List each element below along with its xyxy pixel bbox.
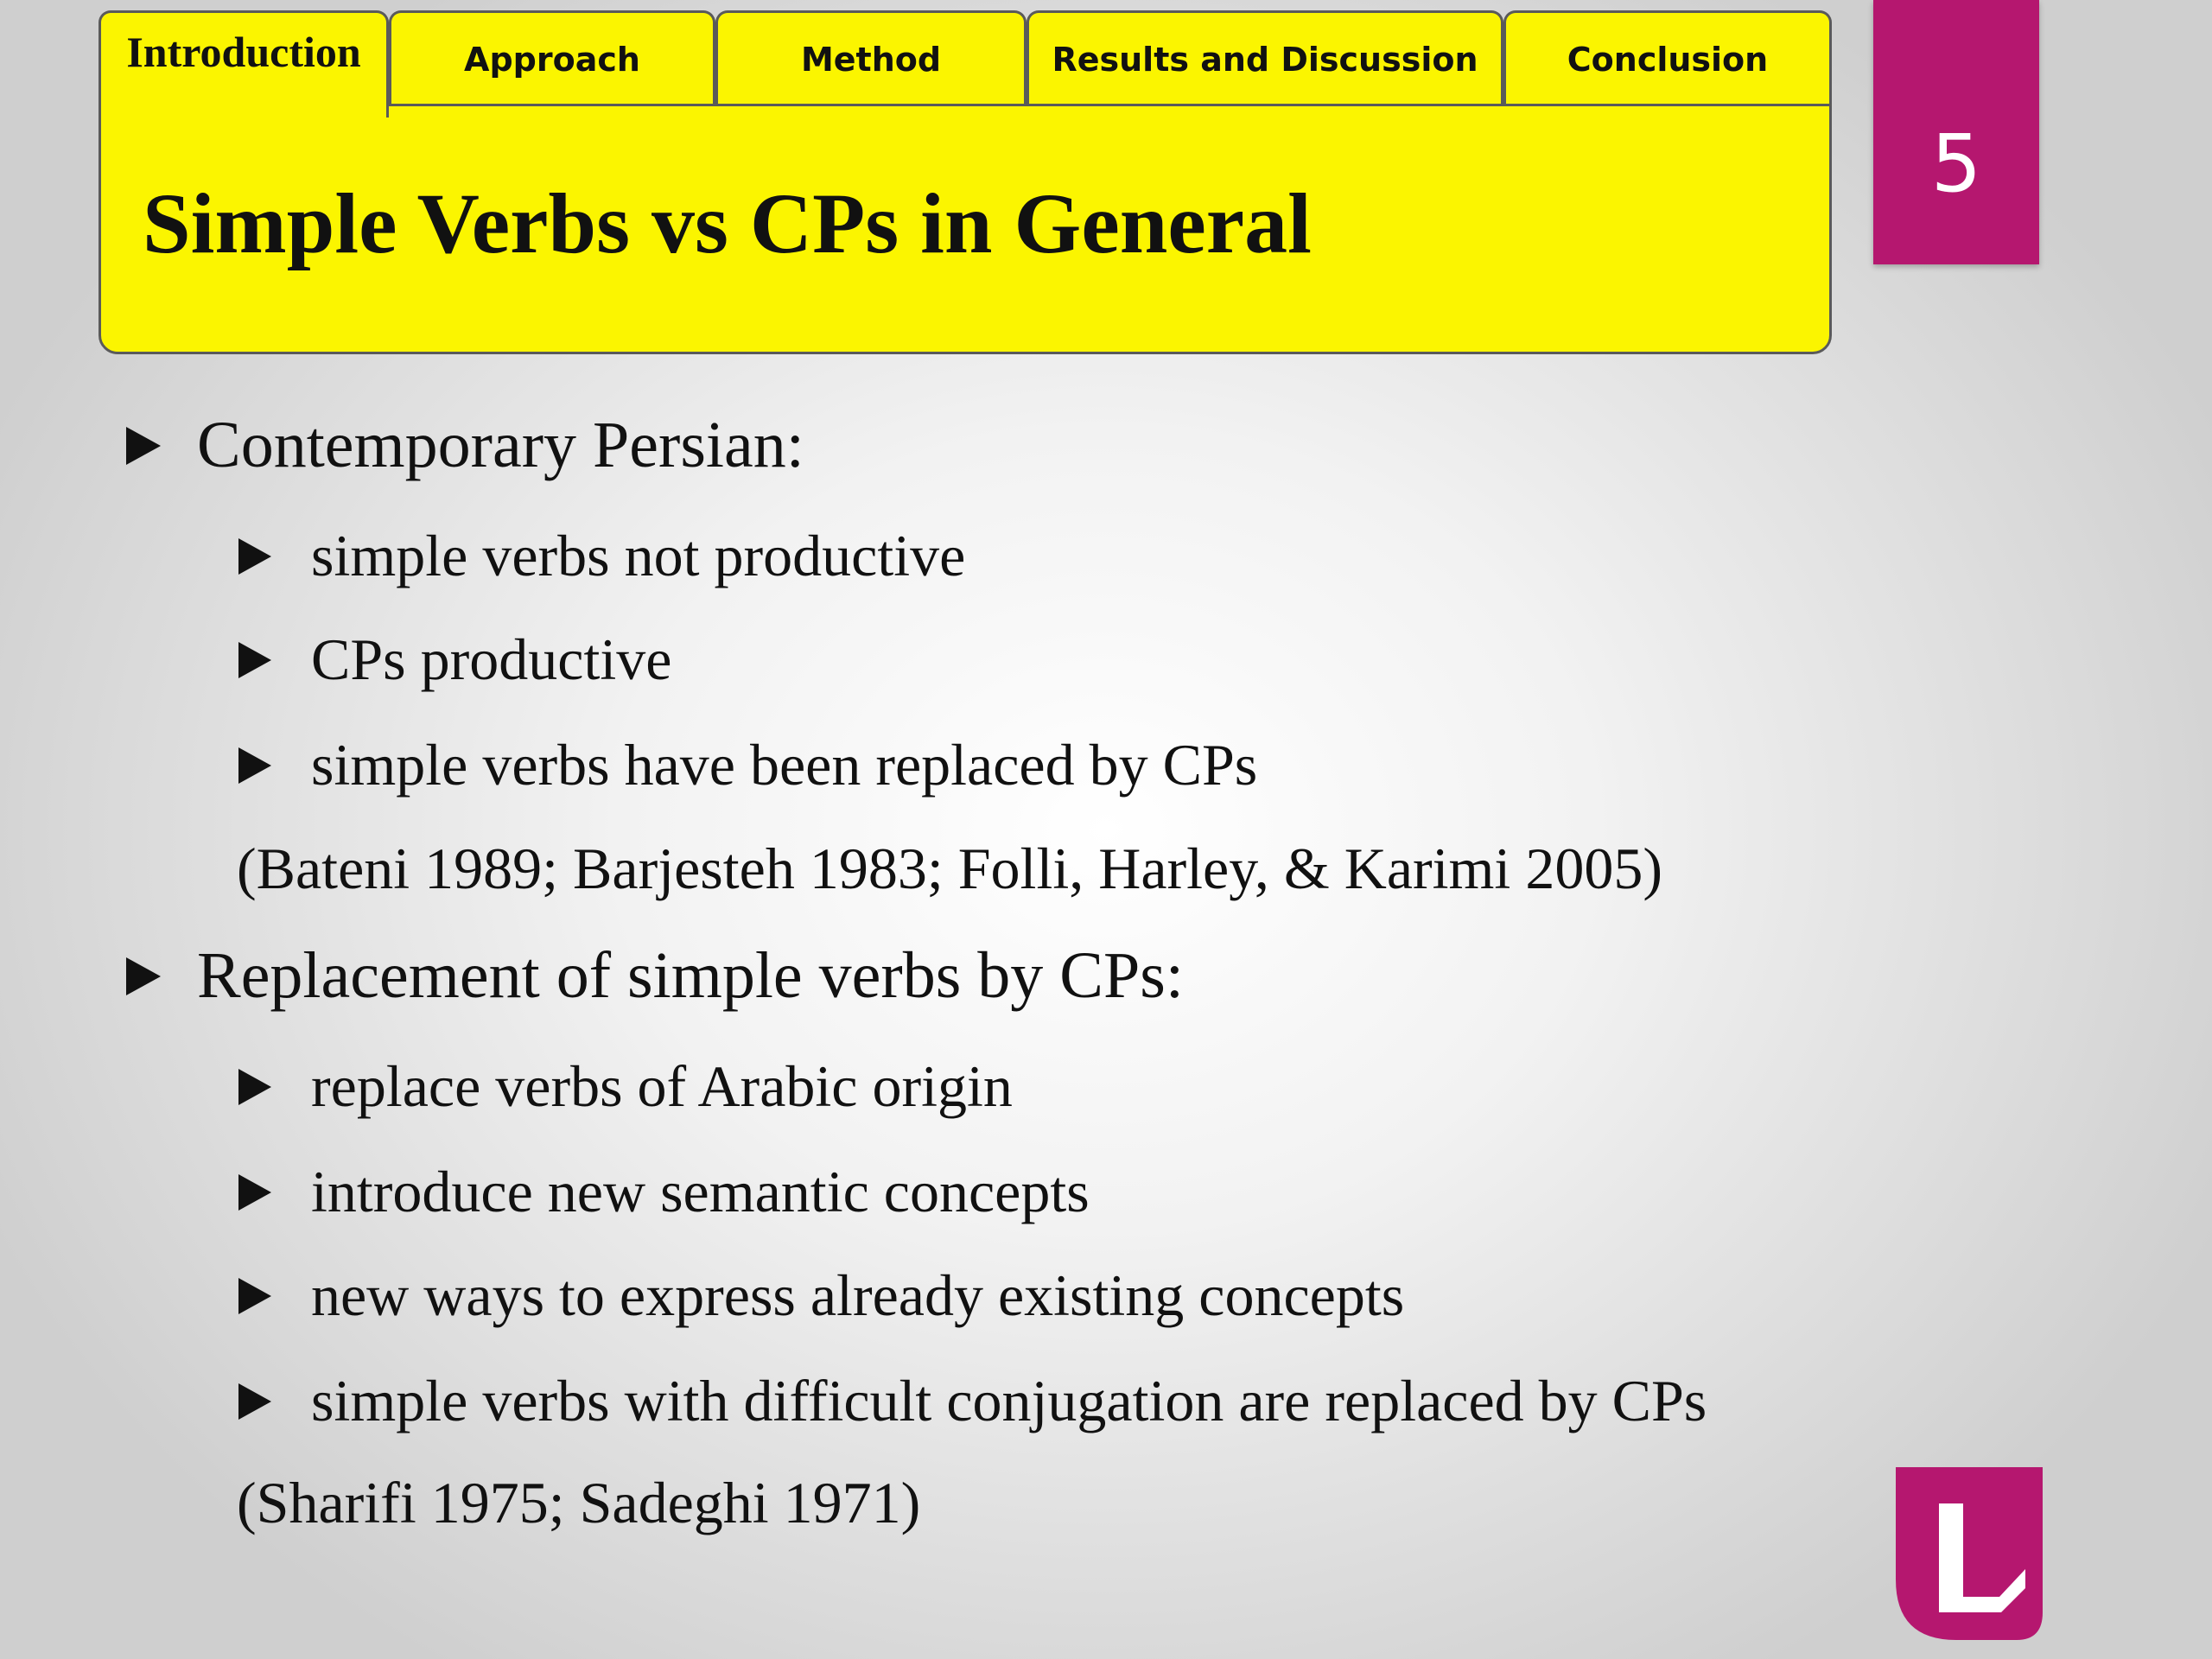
bullet-text: introduce new semantic concepts xyxy=(311,1159,1090,1224)
bullet-text: CPs productive xyxy=(311,626,672,692)
bullet-text: Replacement of simple verbs by CPs: xyxy=(197,939,1184,1012)
triangle-right-icon xyxy=(238,1069,271,1105)
bullet-level2 xyxy=(238,1158,1090,1226)
citation: (Sharifi 1975; Sadeghi 1971) xyxy=(237,1470,921,1535)
bullet-level2 xyxy=(238,1052,1013,1121)
tab-introduction[interactable]: Introduction xyxy=(99,10,389,118)
triangle-right-icon xyxy=(126,957,161,995)
tab-conclusion[interactable]: Conclusion xyxy=(1503,10,1832,105)
bullet-level1 xyxy=(126,938,1184,1014)
triangle-right-icon xyxy=(238,642,271,678)
bullet-level2 xyxy=(238,1262,1404,1330)
bullet-text: simple verbs have been replaced by CPs xyxy=(311,732,1258,798)
bullet-text: Contemporary Persian: xyxy=(197,409,804,481)
page-number: 5 xyxy=(1930,118,1982,210)
tab-approach[interactable]: Approach xyxy=(389,10,715,105)
bullet-level2 xyxy=(238,731,1257,799)
university-logo-icon xyxy=(1896,1467,2043,1640)
triangle-right-icon xyxy=(238,1383,271,1420)
triangle-right-icon xyxy=(126,427,161,465)
triangle-right-icon xyxy=(238,538,271,575)
bullet-text: simple verbs with difficult conjugation are replaced by CPs xyxy=(311,1368,1707,1433)
citation: (Bateni 1989; Barjesteh 1983; Folli, Harley, & Karimi 2005) xyxy=(237,836,1662,901)
triangle-right-icon xyxy=(238,747,271,784)
slide-title: Simple Verbs vs CPs in General xyxy=(143,175,1312,271)
bullet-level2 xyxy=(238,1367,1707,1435)
triangle-right-icon xyxy=(238,1174,271,1211)
bullet-level2 xyxy=(238,626,671,694)
bullet-text: new ways to express already existing concepts xyxy=(311,1262,1405,1328)
section-tab-bar xyxy=(99,10,1832,107)
bullet-level2 xyxy=(238,522,965,590)
bullet-level1 xyxy=(126,408,804,483)
bullet-text: simple verbs not productive xyxy=(311,523,966,588)
tab-method[interactable]: Method xyxy=(715,10,1027,105)
triangle-right-icon xyxy=(238,1278,271,1314)
bullet-text: replace verbs of Arabic origin xyxy=(311,1053,1013,1119)
page-number-badge xyxy=(1873,0,2039,264)
title-banner xyxy=(99,104,1832,354)
tab-results-and-discussion[interactable]: Results and Discussion xyxy=(1027,10,1503,105)
